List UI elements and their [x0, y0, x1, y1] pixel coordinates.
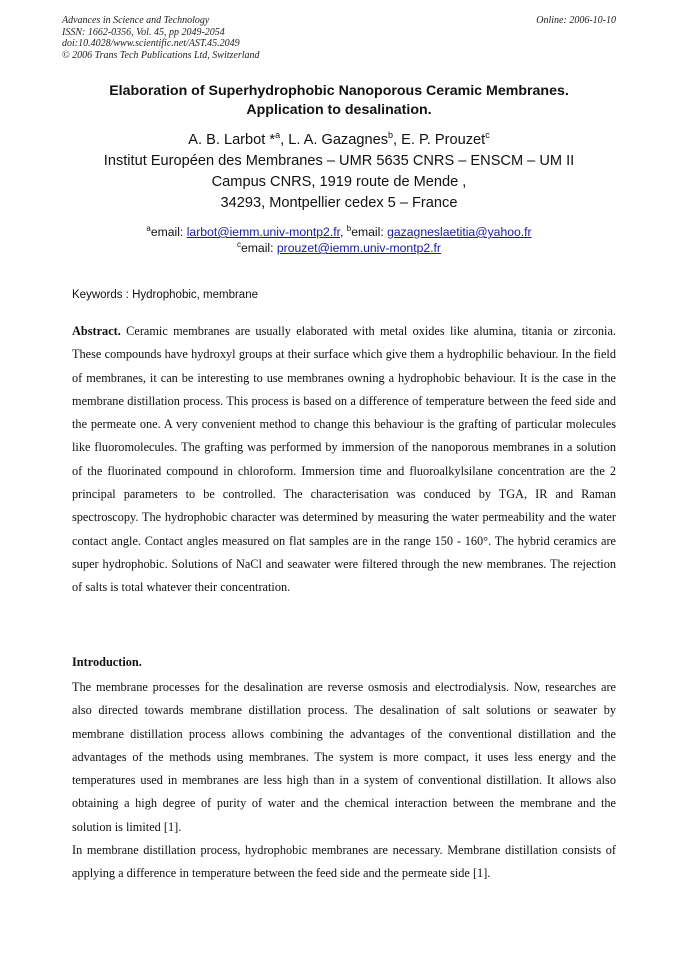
- affiliation-line-3: 34293, Montpellier cedex 5 – France: [220, 195, 458, 211]
- author-1-sup: a: [275, 130, 281, 140]
- doi-line: doi:10.4028/www.scientific.net/AST.45.2049: [62, 38, 240, 50]
- title-line-1: Elaboration of Superhydrophobic Nanoporous Ceramic Membranes.: [109, 83, 569, 99]
- abstract-paragraph: [72, 320, 616, 600]
- journal-name: Advances in Science and Technology: [62, 15, 210, 26]
- author-2: , L. A. Gazagnes: [280, 132, 388, 148]
- email-c-label: email:: [240, 241, 277, 255]
- email-c-link[interactable]: prouzet@iemm.univ-montp2.fr: [276, 241, 441, 255]
- email-line-2: [40, 240, 638, 256]
- affiliation-line-2: Campus CNRS, 1919 route de Mende ,: [211, 174, 467, 190]
- author-list: [40, 130, 638, 151]
- introduction-heading: Introduction.: [72, 655, 142, 669]
- email-a-link[interactable]: larbot@iemm.univ-montp2.fr: [186, 225, 340, 239]
- author-2-sup: b: [388, 130, 394, 140]
- copyright-line: © 2006 Trans Tech Publications Ltd, Switzerland: [62, 49, 260, 61]
- email-b-link[interactable]: gazagneslaetitia@yahoo.fr: [387, 225, 532, 239]
- keywords-line: Keywords : Hydrophobic, membrane: [72, 289, 258, 301]
- email-separator: ,: [339, 225, 347, 239]
- abstract-section: [72, 320, 616, 600]
- introduction-section: [72, 676, 616, 886]
- email-block: [40, 224, 638, 256]
- email-c-sup: c: [236, 240, 241, 249]
- author-1: A. B. Larbot *: [188, 132, 276, 148]
- author-3: , E. P. Prouzet: [393, 132, 486, 148]
- email-a-sup: a: [146, 224, 151, 233]
- introduction-paragraph-2: In membrane distillation process, hydrophobic membranes are necessary. Membrane distillation consists of applying a difference in temperature between the feed side and the permeate side [1].: [72, 843, 616, 881]
- email-b-sup: b: [346, 224, 352, 233]
- journal-header: [62, 15, 618, 61]
- issn-line: ISSN: 1662-0356, Vol. 45, pp 2049-2054: [62, 26, 225, 38]
- introduction-paragraph-1: The membrane processes for the desalination are reverse osmosis and electrodialysis. Now, researches are also directed towards membrane distillation process. The desalination of salt solutions or seawater by membrane distillation process allows combining the advantages of the conventional distillation and the advantages of the methods using membranes. The system is more compact, it uses less energy and the temperatures used in membranes are less high than in a system of conventional distillation. It allows also obtaining a high degree of purity of water and the chemical interaction between the membrane and the solution is limited [1].: [72, 680, 616, 834]
- email-a-label: email:: [150, 225, 187, 239]
- author-block: [40, 130, 638, 214]
- paper-title: [40, 82, 638, 120]
- abstract-text: Ceramic membranes are usually elaborated with metal oxides like alumina, titania or zirconia. These compounds have hydroxyl groups at their surface which give them a hydrophilic behaviour. In the field of membranes, it can be interesting to use membranes owning a hydrophobic behaviour. It is the case in the membrane distillation process. This process is based on a difference of temperature between the feed side and the permeate one. A very convenient method to change this behaviour is the grafting of particular molecules like fluoromolecules. The grafting was performed by immersion of the nanoporous membranes in a solution of the fluorinated compound in chloroform. Immersion time and fluoroalkylsilane concentration are the 2 principal parameters to be controlled. The characterisation was conduced by TGA, IR and Raman spectroscopy. The hydrophobic character was determined by measuring the water permeability and the water contact angle. Contact angles measured on flat samples are in the range 150 - 160°. The hybrid ceramics are super hydrophobic. Solutions of NaCl and seawater were filtered through the new membranes. The rejection of salts is total whatever their concentration.: [72, 324, 616, 595]
- online-date: Online: 2006-10-10: [536, 15, 616, 26]
- author-3-sup: c: [485, 130, 490, 140]
- email-b-label: email:: [351, 225, 388, 239]
- title-line-2: Application to desalination.: [246, 102, 432, 118]
- abstract-label: Abstract.: [72, 324, 121, 338]
- affiliation-line-1: Institut Européen des Membranes – UMR 5635 CNRS – ENSCM – UM II: [103, 153, 575, 169]
- email-line-1: [40, 224, 638, 240]
